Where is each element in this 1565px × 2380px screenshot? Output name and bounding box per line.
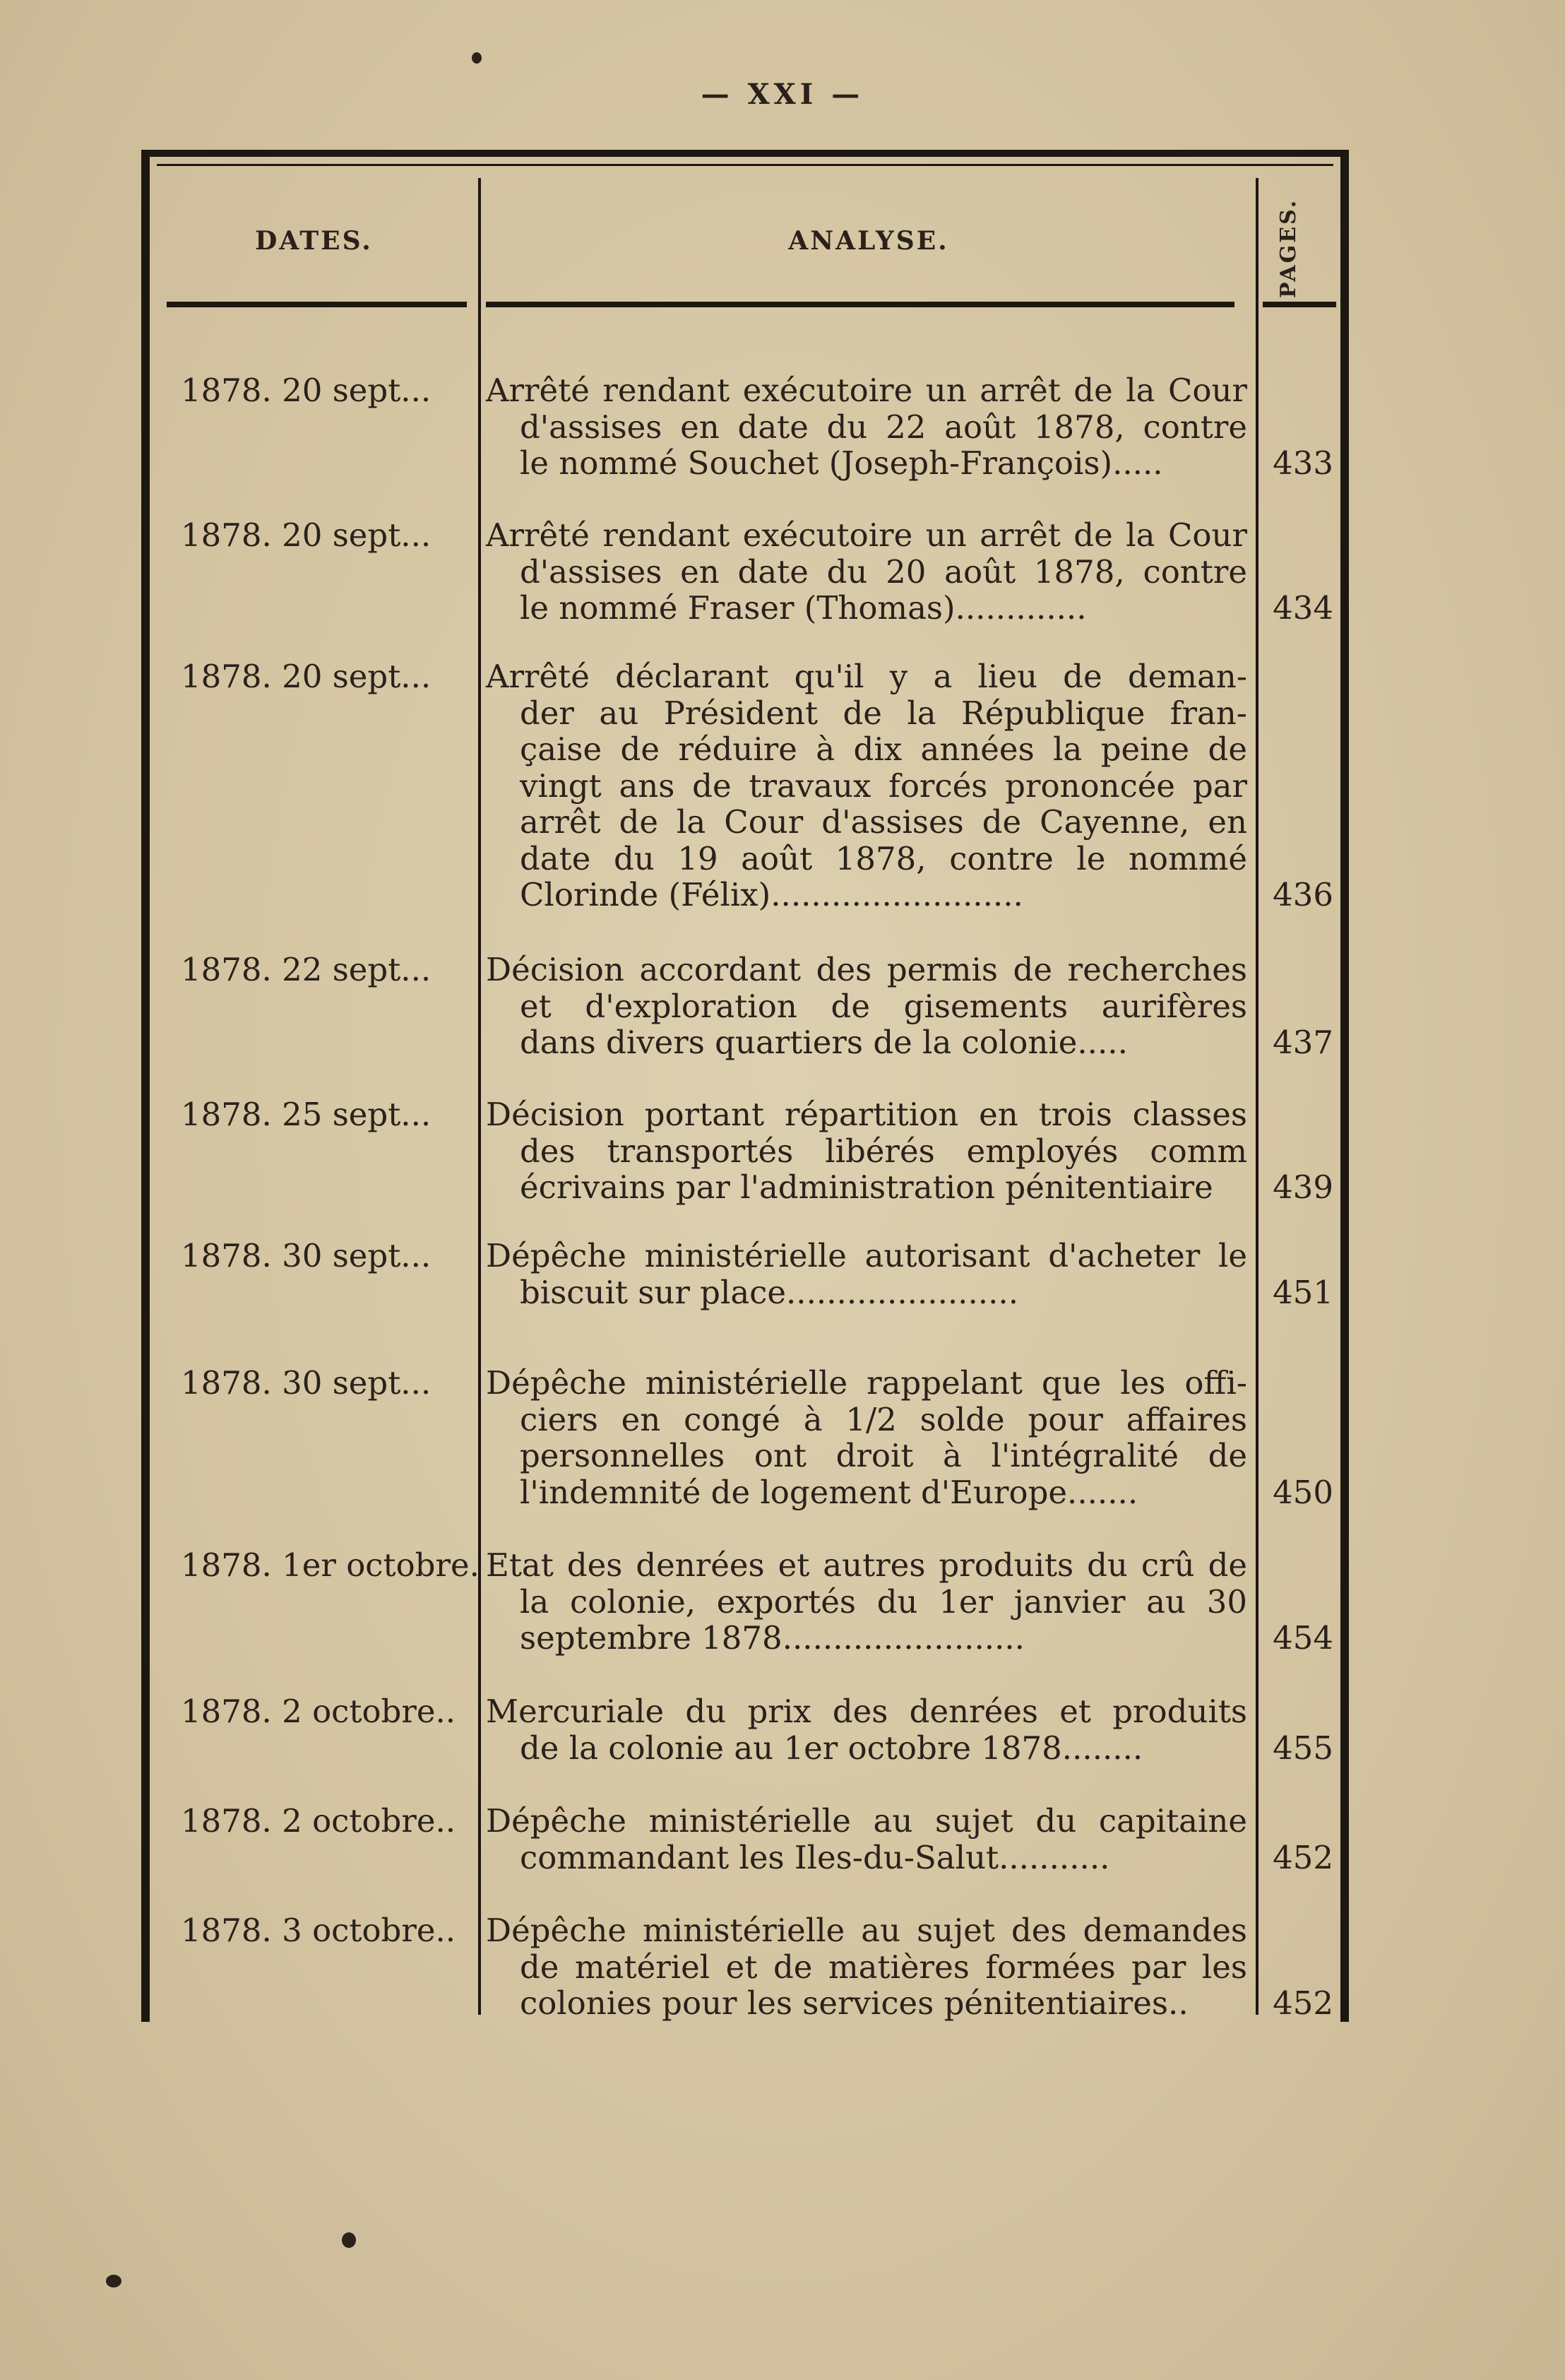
analysis-line: biscuit sur place....................... xyxy=(520,1273,1019,1311)
entry-page-number: 437 xyxy=(1273,1024,1333,1061)
entry-analysis xyxy=(486,1365,1247,1510)
entry-analysis xyxy=(486,1693,1247,1766)
entry-date: 1878. 2 octobre.. xyxy=(181,1693,456,1730)
analysis-line: de la colonie au 1er octobre 1878........ xyxy=(520,1729,1143,1767)
analysis-line: colonies pour les services pénitentiaires.. xyxy=(520,1984,1189,2022)
analysis-line: Dépêche ministérielle au sujet du capitaine xyxy=(486,1802,1247,1840)
analysis-line: Décision accordant des permis de recherches xyxy=(486,951,1247,988)
entry-date: 1878. 20 sept... xyxy=(181,372,432,409)
analysis-line: Mercuriale du prix des denrées et produits xyxy=(486,1693,1247,1730)
entry-date: 1878. 1er octobre. xyxy=(181,1546,480,1584)
analysis-line: ciers en congé à 1/2 solde pour affaires xyxy=(520,1400,1247,1438)
analysis-line: Décision portant répartition en trois classes xyxy=(486,1096,1247,1133)
entry-page-number: 433 xyxy=(1273,444,1333,482)
header-pages: PAGES. xyxy=(1276,198,1301,298)
entry-date: 1878. 2 octobre.. xyxy=(181,1802,456,1840)
analysis-line: le nommé Souchet (Joseph-François)..... xyxy=(520,444,1163,482)
ink-spot xyxy=(472,52,482,64)
analysis-line: et d'exploration de gisements aurifères xyxy=(520,987,1247,1025)
analysis-line: Dépêche ministérielle rappelant que les offi- xyxy=(486,1364,1247,1402)
analysis-line: l'indemnité de logement d'Europe....... xyxy=(520,1473,1138,1511)
entry-page-number: 454 xyxy=(1273,1619,1333,1657)
entry-analysis xyxy=(486,1238,1247,1310)
analysis-line: des transportés libérés employés comm xyxy=(520,1132,1247,1170)
analysis-line: Dépêche ministérielle autorisant d'acheter le xyxy=(486,1237,1247,1274)
entry-page-number: 439 xyxy=(1273,1168,1333,1206)
analysis-line: Arrêté déclarant qu'il y a lieu de deman- xyxy=(486,658,1247,695)
header-rule-dates xyxy=(167,302,467,307)
analysis-line: écrivains par l'administration pénitentiaire xyxy=(520,1168,1213,1206)
analysis-line: date du 19 août 1878, contre le nommé xyxy=(520,839,1247,877)
ink-spot xyxy=(106,2275,121,2287)
column-divider-pages xyxy=(1256,178,1258,2015)
analysis-line: d'assises en date du 20 août 1878, contre xyxy=(520,552,1247,591)
entry-date: 1878. 30 sept... xyxy=(181,1364,432,1402)
entry-analysis xyxy=(486,372,1247,482)
analysis-line: Clorinde (Félix)......................... xyxy=(520,876,1023,913)
entry-date: 1878. 25 sept... xyxy=(181,1096,432,1133)
analysis-line: Arrêté rendant exécutoire un arrêt de la Cour xyxy=(486,516,1247,554)
table-top-rule xyxy=(157,164,1333,166)
entry-date: 1878. 20 sept... xyxy=(181,516,432,554)
header-rule-pages xyxy=(1263,302,1336,307)
entry-analysis xyxy=(486,517,1247,627)
entry-page-number: 434 xyxy=(1273,589,1333,627)
analysis-line: Arrêté rendant exécutoire un arrêt de la Cour xyxy=(486,372,1247,409)
entry-analysis xyxy=(486,1547,1247,1657)
entry-date: 1878. 22 sept... xyxy=(181,951,432,988)
entry-analysis xyxy=(486,1096,1247,1206)
ink-spot xyxy=(342,2232,356,2248)
analysis-line: la colonie, exportés du 1er janvier au 30 xyxy=(520,1582,1247,1621)
entry-analysis xyxy=(486,658,1247,913)
analysis-line: septembre 1878........................ xyxy=(520,1619,1025,1657)
entry-page-number: 455 xyxy=(1273,1729,1333,1767)
analysis-line: d'assises en date du 22 août 1878, contre xyxy=(520,408,1247,446)
index-table xyxy=(141,150,1349,2022)
header-analyse: ANALYSE. xyxy=(788,226,949,256)
entry-analysis xyxy=(486,1803,1247,1876)
entry-page-number: 450 xyxy=(1273,1473,1333,1511)
entry-analysis xyxy=(486,1912,1247,2022)
entry-analysis xyxy=(486,952,1247,1061)
entry-page-number: 436 xyxy=(1273,876,1333,913)
entry-page-number: 451 xyxy=(1273,1273,1333,1311)
analysis-line: de matériel et de matières formées par les xyxy=(520,1948,1247,1986)
entry-date: 1878. 30 sept... xyxy=(181,1237,432,1274)
analysis-line: Dépêche ministérielle au sujet des demandes xyxy=(486,1912,1247,1949)
analysis-line: personnelles ont droit à l'intégralité de xyxy=(520,1437,1247,1474)
analysis-line: çaise de réduire à dix années la peine de xyxy=(520,730,1247,768)
analysis-line: vingt ans de travaux forcés prononcée par xyxy=(520,766,1247,805)
analysis-line: Etat des denrées et autres produits du crû de xyxy=(486,1546,1247,1584)
page-number-header: — XXI — xyxy=(701,78,864,111)
header-dates: DATES. xyxy=(255,226,373,256)
column-divider-dates xyxy=(478,178,481,2015)
entry-page-number: 452 xyxy=(1273,1838,1333,1876)
entry-page-number: 452 xyxy=(1273,1984,1333,2022)
analysis-line: dans divers quartiers de la colonie..... xyxy=(520,1024,1128,1061)
analysis-line: le nommé Fraser (Thomas)............. xyxy=(520,589,1087,627)
analysis-line: arrêt de la Cour d'assises de Cayenne, en xyxy=(520,803,1247,841)
entry-date: 1878. 3 octobre.. xyxy=(181,1912,456,1949)
entry-date: 1878. 20 sept... xyxy=(181,658,432,695)
analysis-line: commandant les Iles-du-Salut........... xyxy=(520,1838,1110,1876)
analysis-line: der au Président de la République fran- xyxy=(520,694,1247,732)
header-rule-analyse xyxy=(486,302,1234,307)
